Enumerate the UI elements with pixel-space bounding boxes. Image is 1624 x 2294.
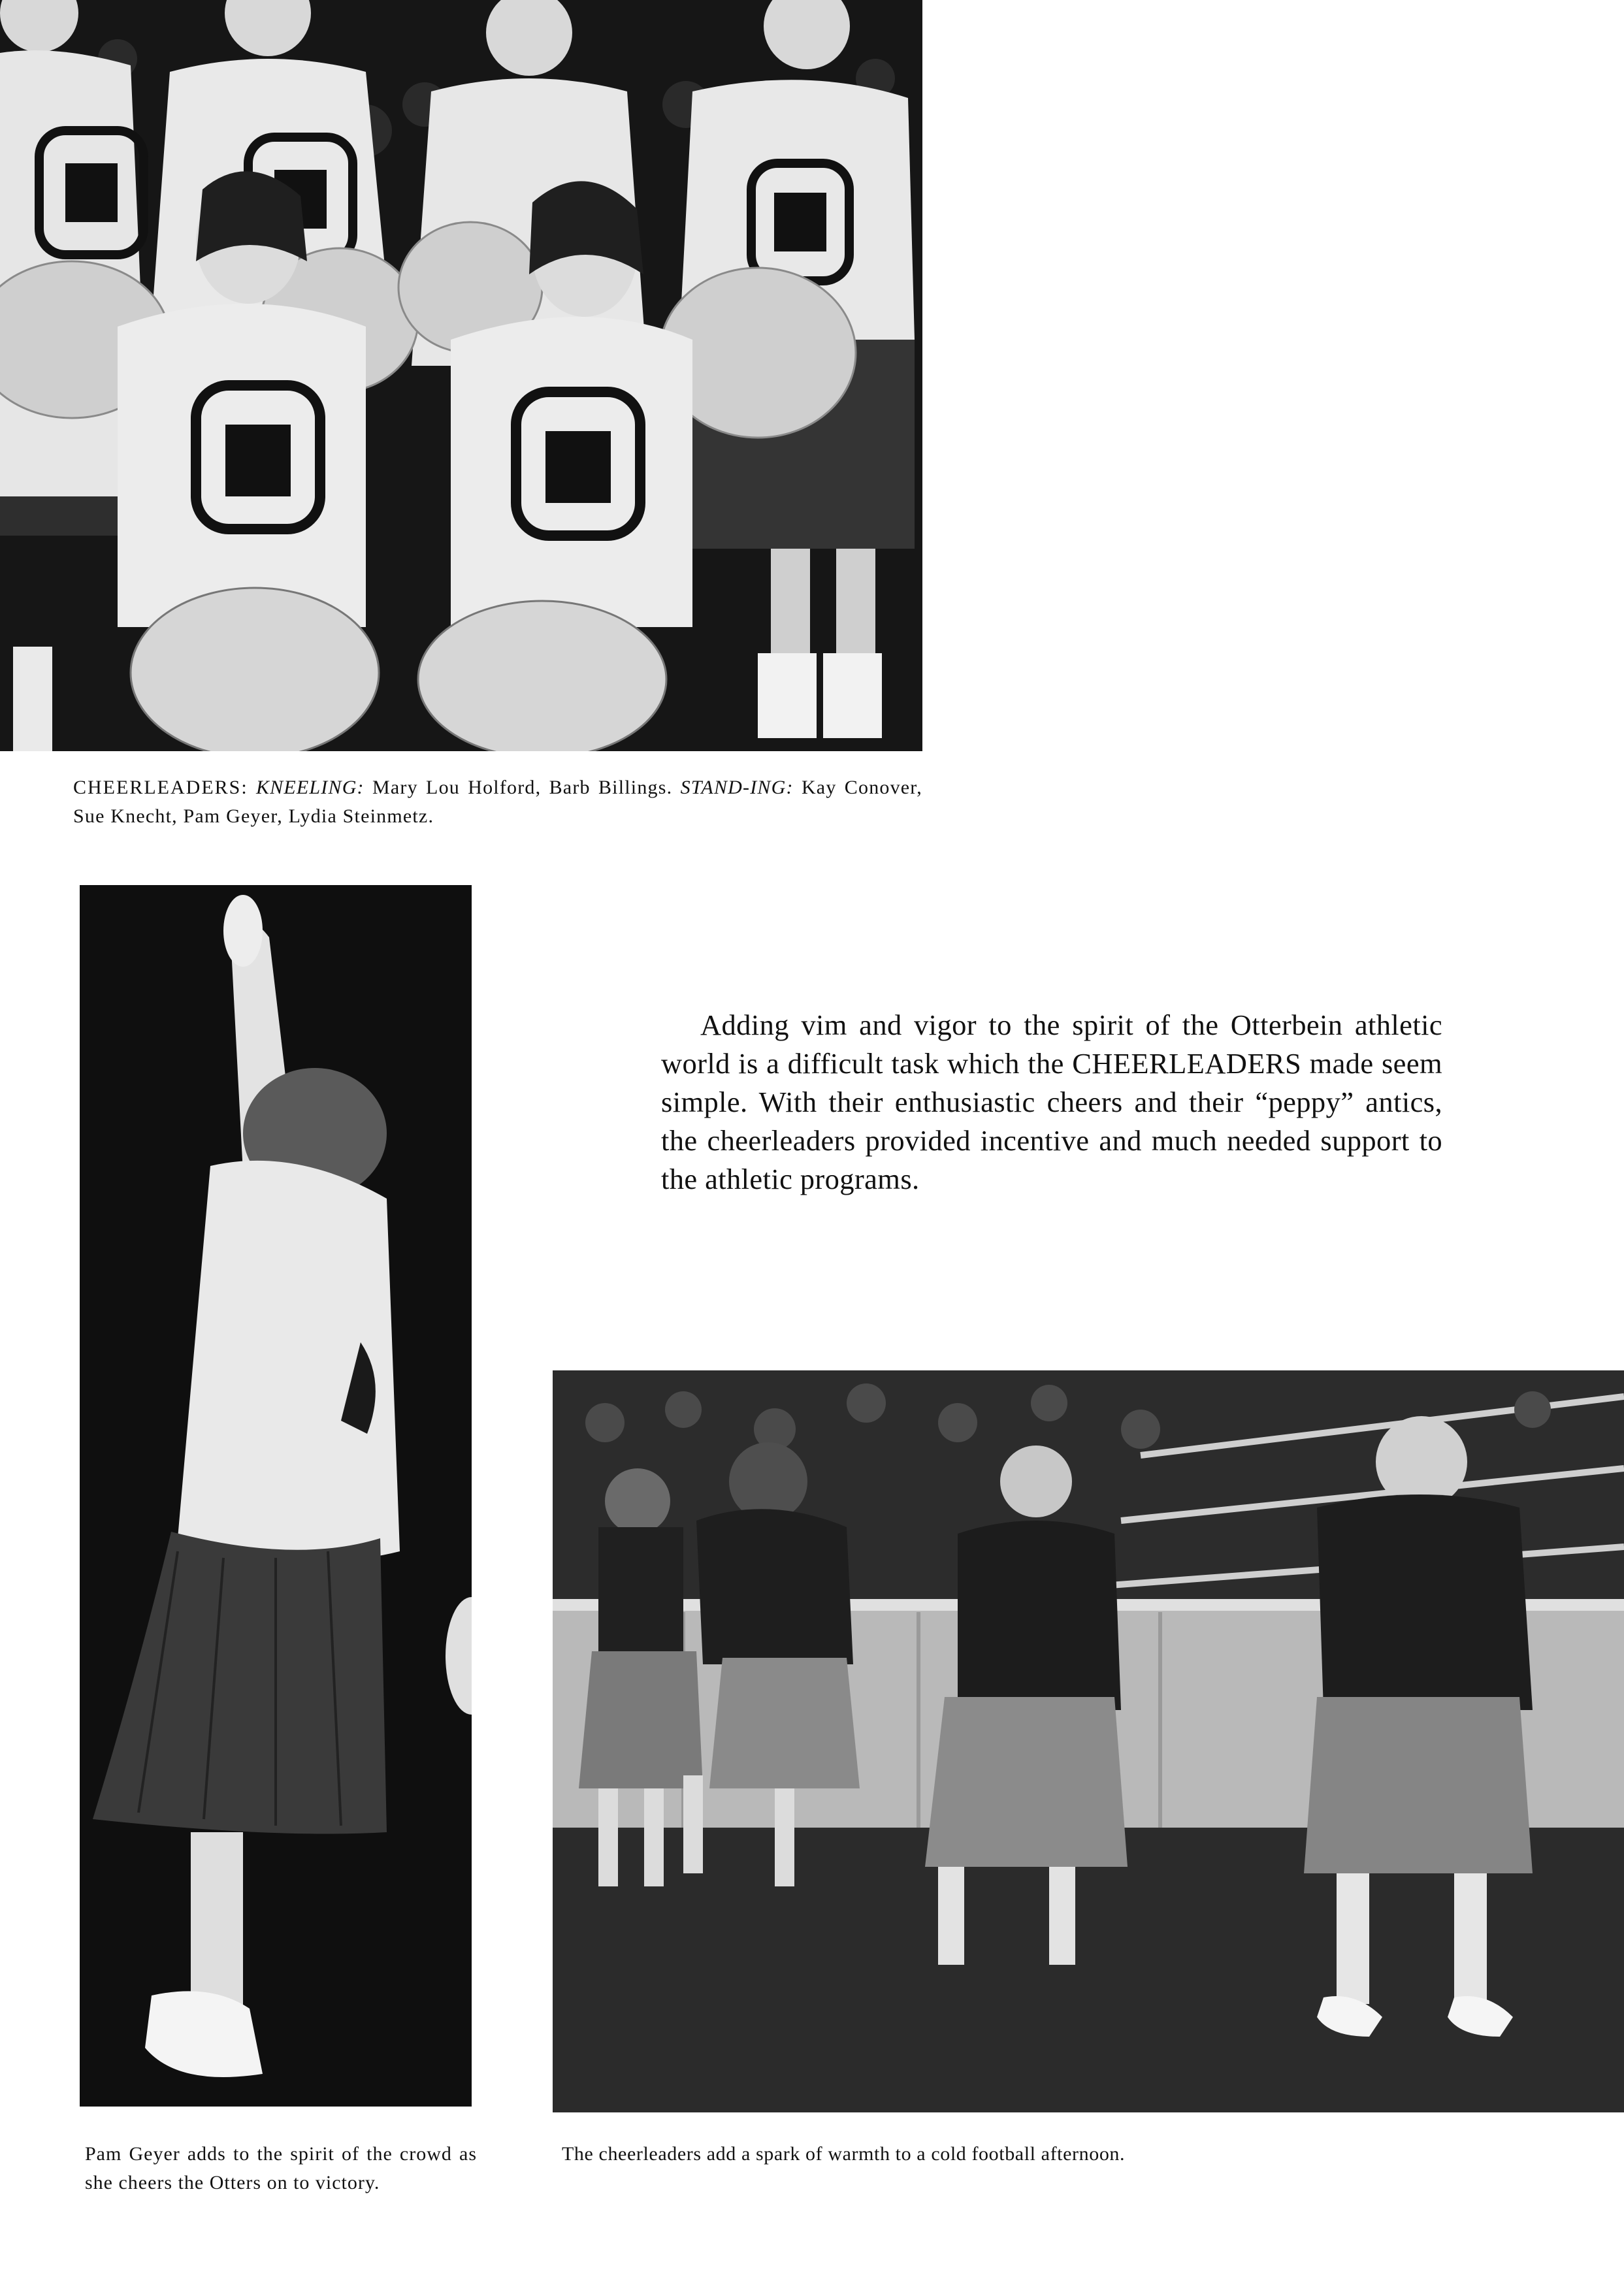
group-photo-caption (73, 773, 922, 831)
standing-names: Kay Conover, Sue Knecht, Pam Geyer, Lydia Steinmetz. (73, 777, 922, 827)
cheering-figure-illustration (80, 885, 472, 2107)
pam-geyer-photo (80, 885, 472, 2107)
cheerleaders-group-photo (0, 0, 922, 751)
kneeling-label: KNEELING: (255, 777, 365, 798)
cheerleaders-game-photo (553, 1370, 1624, 2112)
pam-geyer-caption: Pam Geyer adds to the spirit of the crowd as she cheers the Otters on to victory. (85, 2143, 477, 2193)
cheerleaders-body-text: Adding vim and vigor to the spirit of the Otterbein athletic world is a difficult task which the CHEERLEADERS made seem simple. With their enthusiastic cheers and their “peppy” antics, the cheerleaders provided incentive and much needed support to the athletic programs. (661, 1009, 1442, 1195)
standing-label: STAND-ING: (680, 777, 794, 798)
football-game-illustration (553, 1370, 1624, 2112)
game-photo-caption: The cheerleaders add a spark of warmth to a cold football afternoon. (562, 2143, 1126, 2165)
group-photo-illustration (0, 0, 922, 751)
kneeling-names: Mary Lou Holford, Barb Billings. (372, 777, 673, 798)
caption-lead: CHEERLEADERS: (73, 777, 248, 798)
